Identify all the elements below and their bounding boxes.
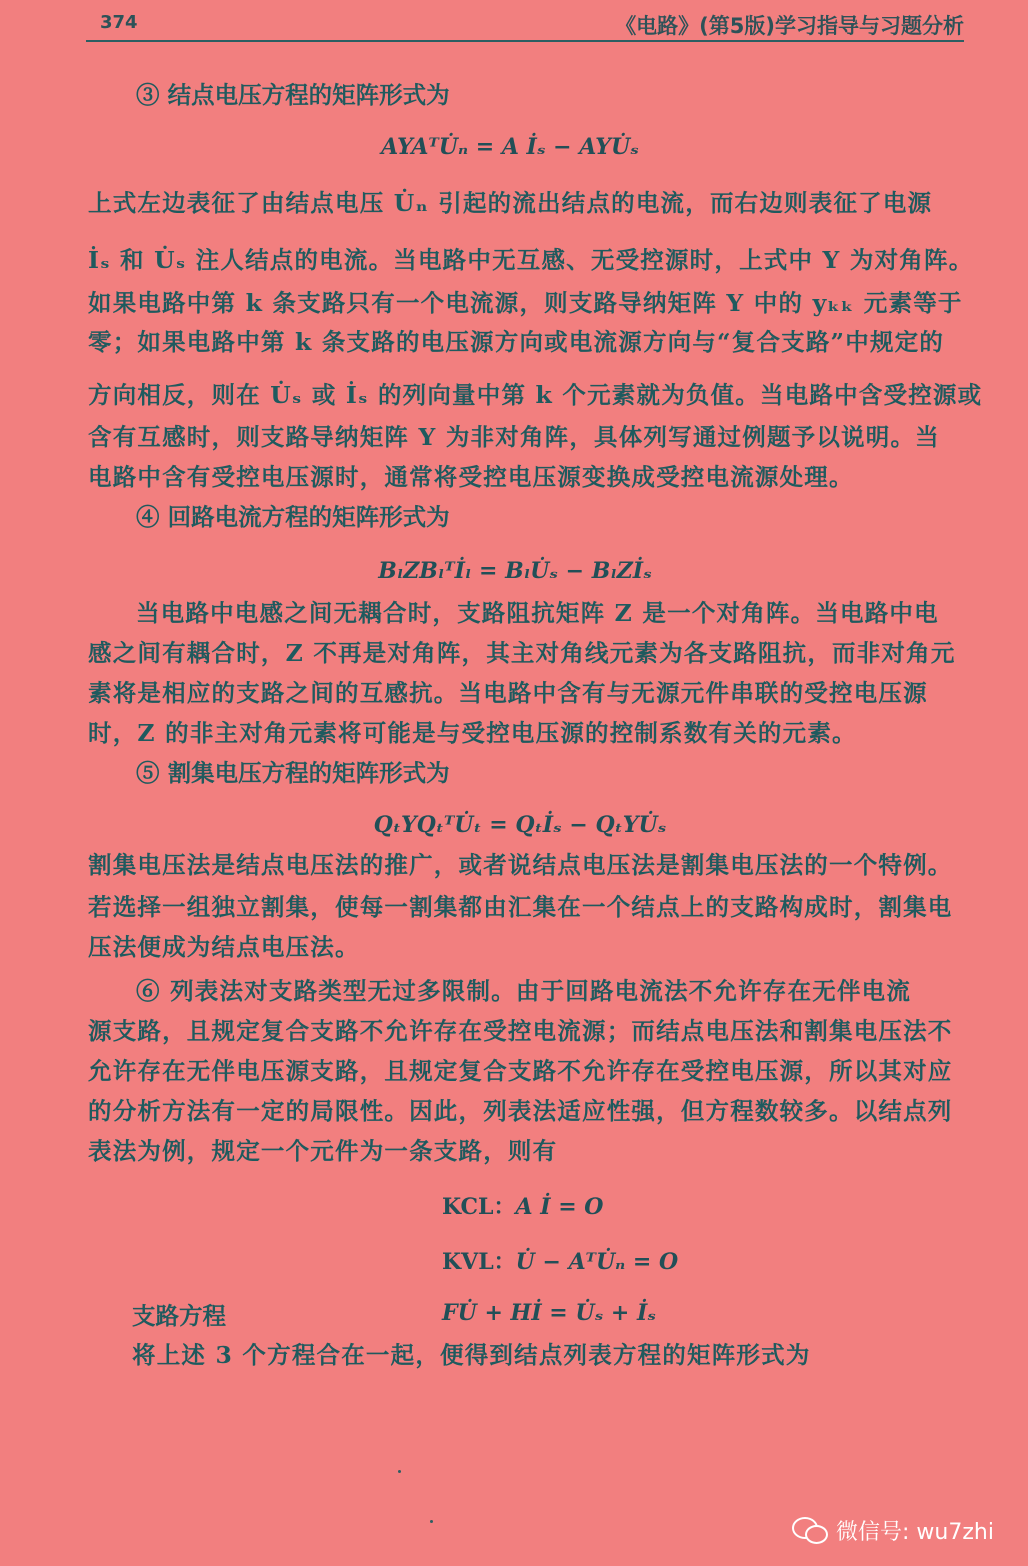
paragraph-line: 感之间有耦合时，Z 不再是对角阵，其主对角线元素为各支路阻抗，而非对角元 bbox=[88, 639, 956, 667]
branch-equation-label: 支路方程 bbox=[132, 1302, 226, 1330]
kvl-prefix: KVL： bbox=[442, 1249, 516, 1275]
closing-line: 将上述 3 个方程合在一起，便得到结点列表方程的矩阵形式为 bbox=[132, 1341, 811, 1369]
cutset-voltage-equation: QₜYQₜᵀU̇ₜ = Qₜİₛ − QₜYU̇ₛ bbox=[373, 812, 667, 838]
paragraph-line: 零；如果电路中第 k 条支路的电压源方向或电流源方向与“复合支路”中规定的 bbox=[88, 328, 945, 356]
paragraph-line: 时，Z 的非主对角元素将可能是与受控电压源的控制系数有关的元素。 bbox=[88, 719, 857, 747]
section3-heading: ③ 结点电压方程的矩阵形式为 bbox=[136, 81, 450, 109]
wechat-watermark bbox=[792, 1510, 994, 1550]
print-speck bbox=[430, 1520, 433, 1523]
paragraph-line: 允许存在无伴电压源支路，且规定复合支路不允许存在受控电压源，所以其对应 bbox=[88, 1057, 953, 1085]
page-header bbox=[86, 10, 964, 42]
running-title: 《电路》(第5版)学习指导与习题分析 bbox=[615, 14, 964, 38]
paragraph-line: 割集电压法是结点电压法的推广，或者说结点电压法是割集电压法的一个特例。 bbox=[88, 851, 953, 879]
paragraph-line: 如果电路中第 k 条支路只有一个电流源，则支路导纳矩阵 Y 中的 yₖₖ 元素等于 bbox=[88, 289, 963, 317]
paragraph-line: 上式左边表征了由结点电压 U̇ₙ 引起的流出结点的电流，而右边则表征了电源 bbox=[88, 189, 933, 217]
kcl-equation bbox=[442, 1190, 603, 1221]
page-number: 374 bbox=[100, 12, 138, 33]
kvl-equation bbox=[442, 1245, 678, 1276]
section5-heading: ⑤ 割集电压方程的矩阵形式为 bbox=[136, 759, 450, 787]
paragraph-line: 源支路，且规定复合支路不允许存在受控电流源；而结点电压法和割集电压法不 bbox=[88, 1017, 953, 1045]
paragraph-line: 方向相反，则在 U̇ₛ 或 İₛ 的列向量中第 k 个元素就为负值。当电路中含受控源或 bbox=[88, 381, 983, 409]
wechat-icon bbox=[792, 1515, 828, 1545]
paragraph-line: 电路中含有受控电压源时，通常将受控电压源变换成受控电流源处理。 bbox=[88, 463, 854, 491]
branch-equation bbox=[442, 1300, 656, 1326]
watermark-text: 微信号: wu7zhi bbox=[836, 1519, 994, 1545]
kvl-expression: U̇ − AᵀU̇ₙ = O bbox=[515, 1249, 679, 1275]
paragraph-line: İₛ 和 U̇ₛ 注人结点的电流。当电路中无互感、无受控源时，上式中 Y 为对角阵。 bbox=[88, 246, 974, 274]
paragraph-line: 素将是相应的支路之间的互感抗。当电路中含有与无源元件串联的受控电压源 bbox=[88, 679, 928, 707]
paragraph-line: ⑥ 列表法对支路类型无过多限制。由于回路电流法不允许存在无伴电流 bbox=[136, 977, 912, 1005]
kcl-expression: A İ = O bbox=[515, 1194, 604, 1220]
paragraph-line: 当电路中电感之间无耦合时，支路阻抗矩阵 Z 是一个对角阵。当电路中电 bbox=[136, 599, 939, 627]
branch-expression: FU̇ + Hİ = U̇ₛ + İₛ bbox=[442, 1300, 656, 1326]
paragraph-line: 压法便成为结点电压法。 bbox=[88, 933, 360, 961]
print-speck bbox=[398, 1470, 401, 1473]
paragraph-line: 含有互感时，则支路导纳矩阵 Y 为非对角阵，具体列写通过例题予以说明。当 bbox=[88, 423, 940, 451]
loop-current-equation: BₗZBₗᵀİₗ = BₗU̇ₛ − BₗZİₛ bbox=[378, 558, 652, 584]
kcl-prefix: KCL： bbox=[442, 1194, 516, 1220]
paragraph-line: 的分析方法有一定的局限性。因此，列表法适应性强，但方程数较多。以结点列 bbox=[88, 1097, 953, 1125]
paragraph-line: 若选择一组独立割集，使每一割集都由汇集在一个结点上的支路构成时，割集电 bbox=[88, 893, 953, 921]
paragraph-line: 表法为例，规定一个元件为一条支路，则有 bbox=[88, 1137, 558, 1165]
node-voltage-equation: AYAᵀU̇ₙ = A İₛ − AYU̇ₛ bbox=[381, 134, 639, 160]
section4-heading: ④ 回路电流方程的矩阵形式为 bbox=[136, 503, 450, 531]
